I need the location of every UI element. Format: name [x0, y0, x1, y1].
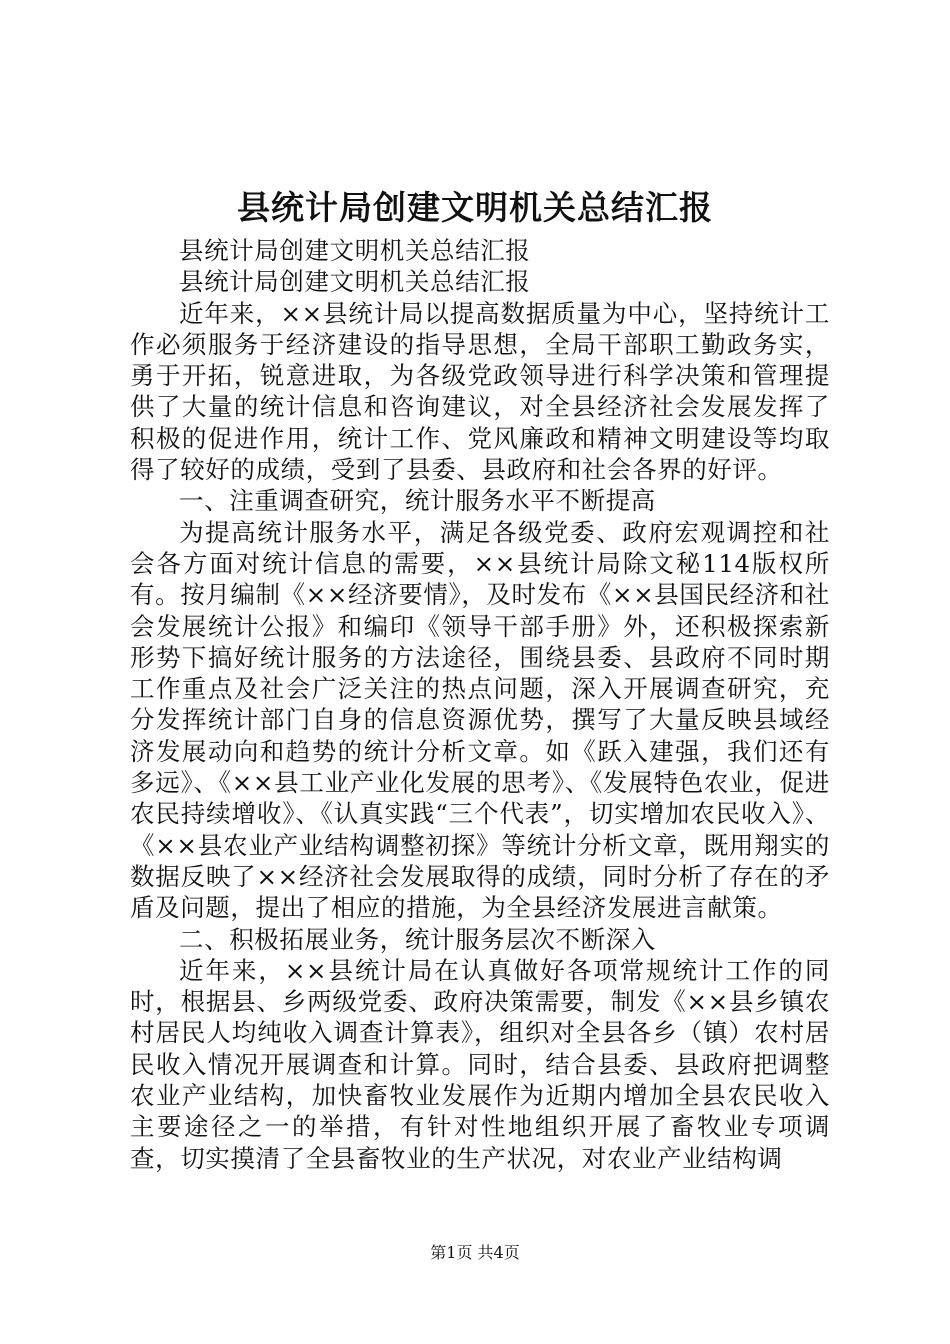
page-number-footer: 第1页 共4页 — [430, 1243, 520, 1262]
section-heading: 二、积极拓展业务，统计服务层次不断深入 — [179, 924, 656, 954]
document-title: 县统计局创建文明机关总结汇报 — [237, 188, 713, 227]
body-paragraph: 近年来，××县统计局在认真做好各项常规统计工作的同时，根据县、乡两级党委、政府决策需要，制发《××县乡镇农村居民人均纯收入调查计算表》，组织对全县各乡（镇）农村居民收入情况开展调查和计算。同时，结合县委、县政府把调整农业产业结构，加快畜牧业发展作为近期内增加全县农民收入主要途径之一的举措，有针对性地组织开展了畜牧业专项调查，切实摸清了全县畜牧业的生产状况，对农业产业结构调 — [130, 955, 830, 1173]
subtitle-line: 县统计局创建文明机关总结汇报 — [179, 236, 531, 265]
body-paragraph: 为提高统计服务水平，满足各级党委、政府宏观调控和社会各方面对统计信息的需要，××县统计局除文秘114版权所有。按月编制《××经济要情》，及时发布《××县国民经济和社会发展统计公报》和编印《领导干部手册》外，还积极探索新形势下搞好统计服务的方法途径，围绕县委、县政府不同时期工作重点及社会广泛关注的热点问题，深入开展调查研究，充分发挥统计部门自身的信息资源优势，撰写了大量反映县域经济发展动向和趋势的统计分析文章。如《跃入建强，我们还有多远》、《××县工业产业化发展的思考》、《发展特色农业，促进农民持续增收》、《认真实践“三个代表”，切实增加农民收入》、《××县农业产业结构调整初探》等统计分析文章，既用翔实的数据反映了××经济社会发展取得的成绩，同时分析了存在的矛盾及问题，提出了相应的措施，为全县经济发展进言献策。 — [130, 517, 830, 923]
body-paragraph: 近年来，××县统计局以提高数据质量为中心，坚持统计工作必须服务于经济建设的指导思想，全局干部职工勤政务实，勇于开拓，锐意进取，为各级党政领导进行科学决策和管理提供了大量的统计信息和咨询建议，对全县经济社会发展发挥了积极的促进作用，统计工作、党风廉政和精神文明建设等均取得了较好的成绩，受到了县委、县政府和社会各界的好评。 — [130, 298, 830, 485]
subtitle-line: 县统计局创建文明机关总结汇报 — [179, 267, 531, 297]
document-body — [130, 235, 830, 1174]
section-heading: 一、注重调查研究，统计服务水平不断提高 — [179, 486, 656, 516]
